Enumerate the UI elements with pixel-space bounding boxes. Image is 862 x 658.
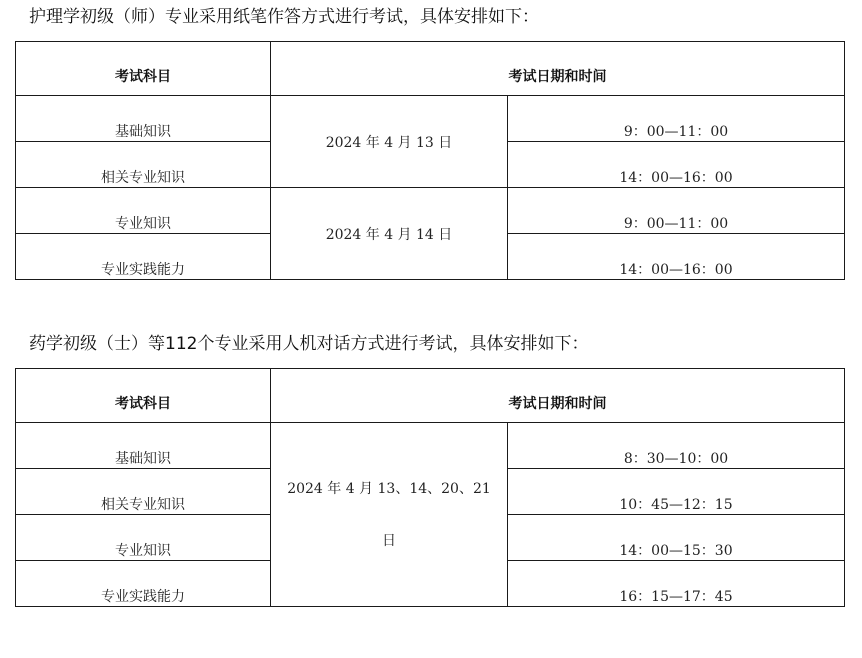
subject-cell: 专业知识 [16, 188, 271, 234]
date-cell: 2024 年 4 月 14 日 [271, 188, 508, 280]
time-cell: 8：30—10：00 [508, 423, 845, 469]
date-line-2: 日 [382, 532, 396, 549]
subject-cell: 基础知识 [16, 96, 271, 142]
header-datetime: 考试日期和时间 [271, 42, 845, 96]
date-line-1: 2024 年 4 月 13、14、20、21 [287, 480, 491, 497]
time-cell: 9：00—11：00 [508, 188, 845, 234]
date-cell [271, 423, 508, 607]
date-cell: 2024 年 4 月 13 日 [271, 96, 508, 188]
computer-exam-schedule-table [15, 368, 845, 607]
time-cell: 14：00—15：30 [508, 515, 845, 561]
header-subject: 考试科目 [16, 42, 271, 96]
table-row [16, 188, 845, 234]
table-header-row [16, 42, 845, 96]
time-cell: 9：00—11：00 [508, 96, 845, 142]
time-cell: 16：15—17：45 [508, 561, 845, 607]
subject-cell: 基础知识 [16, 423, 271, 469]
subject-cell: 专业实践能力 [16, 561, 271, 607]
section-1-intro: 护理学初级（师）专业采用纸笔作答方式进行考试，具体安排如下： [29, 7, 539, 27]
table-header-row [16, 369, 845, 423]
subject-cell: 专业知识 [16, 515, 271, 561]
subject-cell: 专业实践能力 [16, 234, 271, 280]
header-subject: 考试科目 [16, 369, 271, 423]
time-cell: 14：00—16：00 [508, 234, 845, 280]
subject-cell: 相关专业知识 [16, 142, 271, 188]
table-row [16, 96, 845, 142]
subject-cell: 相关专业知识 [16, 469, 271, 515]
paper-exam-schedule-table [15, 41, 845, 280]
header-datetime: 考试日期和时间 [271, 369, 845, 423]
section-2-intro: 药学初级（士）等112个专业采用人机对话方式进行考试，具体安排如下： [29, 334, 589, 354]
time-cell: 10：45—12：15 [508, 469, 845, 515]
table-row [16, 423, 845, 469]
time-cell: 14：00—16：00 [508, 142, 845, 188]
